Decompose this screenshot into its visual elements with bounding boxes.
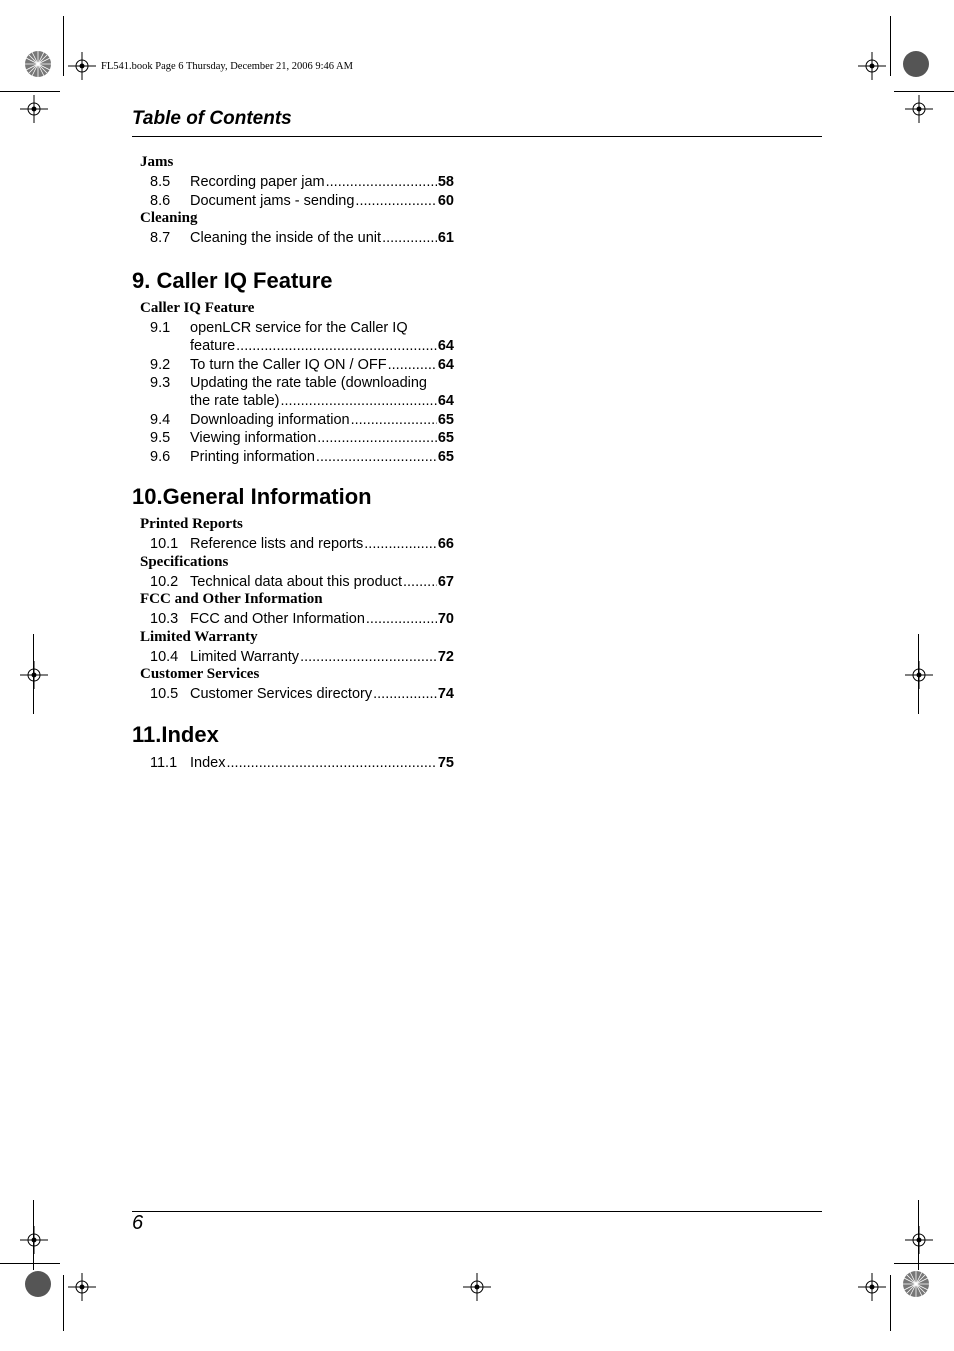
entry-number: 11.1 bbox=[150, 755, 178, 771]
entry-number: 10.1 bbox=[150, 536, 179, 552]
crop-mark bbox=[63, 16, 64, 76]
crosshair-target-icon bbox=[20, 661, 48, 689]
entry-title: Limited Warranty bbox=[190, 648, 300, 665]
dot-leader bbox=[316, 448, 437, 466]
entry-number: 10.4 bbox=[150, 648, 179, 665]
entry-leader-line bbox=[190, 229, 454, 247]
crosshair-target-icon bbox=[905, 1226, 933, 1254]
entry-page-number: 60 bbox=[437, 192, 454, 209]
entry-title: Customer Services directory bbox=[190, 686, 373, 702]
entry-text bbox=[190, 685, 454, 703]
toc-entry bbox=[150, 448, 454, 466]
toc-entry bbox=[150, 535, 454, 553]
entry-title: Cleaning the inside of the unit bbox=[190, 230, 382, 246]
crop-mark bbox=[33, 1200, 34, 1270]
toc-section-heading: 9. Caller IQ Feature bbox=[132, 268, 333, 293]
crosshair-target-icon bbox=[858, 1273, 886, 1301]
dot-leader bbox=[317, 429, 437, 447]
entry-text bbox=[190, 573, 454, 591]
dot-leader bbox=[226, 754, 436, 772]
print-slug: FL541.book Page 6 Thursday, December 21, 2006 9:46 AM bbox=[101, 61, 353, 72]
entry-text bbox=[190, 610, 454, 628]
entry-text bbox=[190, 192, 454, 210]
entry-leader-line bbox=[190, 192, 454, 210]
dot-leader bbox=[236, 337, 437, 355]
entry-title: Viewing information bbox=[190, 430, 317, 446]
entry-text bbox=[190, 535, 454, 553]
dot-leader bbox=[355, 192, 436, 210]
toc-group-heading: FCC and Other Information bbox=[140, 591, 323, 607]
dot-leader bbox=[382, 229, 437, 247]
toc-entry bbox=[150, 229, 454, 247]
toc-entry bbox=[150, 610, 454, 628]
entry-title: Recording paper jam bbox=[190, 174, 325, 190]
toc-entry bbox=[150, 573, 454, 591]
entry-title: Technical data about this product bbox=[190, 573, 402, 590]
entry-number: 9.4 bbox=[150, 411, 171, 428]
entry-text bbox=[190, 448, 454, 466]
entry-title: Downloading information bbox=[190, 411, 350, 428]
dot-leader bbox=[403, 573, 437, 591]
crop-mark bbox=[918, 634, 919, 714]
entry-title: Printing information bbox=[190, 448, 315, 465]
crosshair-target-icon bbox=[463, 1273, 491, 1301]
entry-page-number: 64 bbox=[437, 356, 454, 373]
entry-leader-line bbox=[190, 685, 454, 703]
entry-text bbox=[190, 374, 454, 410]
crop-mark bbox=[63, 1275, 64, 1331]
entry-title: feature bbox=[190, 338, 236, 354]
entry-text bbox=[190, 754, 454, 772]
entry-leader-line bbox=[190, 573, 454, 591]
entry-number: 8.6 bbox=[150, 192, 171, 209]
toc-section-heading: 10.General Information bbox=[132, 484, 372, 509]
entry-text bbox=[190, 173, 454, 191]
entry-page-number: 67 bbox=[437, 573, 454, 590]
page-number: 6 bbox=[132, 1212, 144, 1234]
crosshair-target-icon bbox=[905, 95, 933, 123]
toc-group-heading: Printed Reports bbox=[140, 516, 243, 532]
entry-page-number: 66 bbox=[437, 536, 454, 552]
crop-mark bbox=[890, 1275, 891, 1331]
entry-number: 10.2 bbox=[150, 573, 179, 590]
dot-leader bbox=[388, 356, 437, 374]
toc-entry bbox=[150, 685, 454, 703]
crop-mark bbox=[0, 1263, 60, 1264]
entry-text bbox=[190, 411, 454, 429]
entry-number: 9.5 bbox=[150, 430, 171, 446]
entry-page-number: 64 bbox=[437, 338, 454, 354]
entry-title: To turn the Caller IQ ON / OFF bbox=[190, 356, 387, 373]
entry-number: 8.5 bbox=[150, 174, 171, 190]
toc-entry bbox=[150, 374, 454, 410]
toc-group-heading: Jams bbox=[140, 154, 174, 170]
entry-text-line: Updating the rate table (downloading bbox=[190, 375, 427, 391]
entry-page-number: 72 bbox=[437, 648, 454, 665]
crop-mark bbox=[894, 91, 954, 92]
crosshair-target-icon bbox=[858, 52, 886, 80]
entry-leader-line bbox=[190, 392, 454, 410]
entry-number: 8.7 bbox=[150, 230, 171, 246]
entry-number: 9.1 bbox=[150, 320, 171, 336]
entry-page-number: 65 bbox=[437, 430, 454, 446]
entry-leader-line bbox=[190, 648, 454, 666]
registration-mark-icon bbox=[20, 1266, 56, 1302]
entry-text bbox=[190, 356, 454, 374]
crosshair-target-icon bbox=[20, 95, 48, 123]
entry-page-number: 58 bbox=[437, 174, 454, 190]
crosshair-target-icon bbox=[20, 1226, 48, 1254]
toc-entry bbox=[150, 429, 454, 447]
toc-entry bbox=[150, 192, 454, 210]
crop-mark bbox=[918, 1200, 919, 1270]
toc-group-heading: Specifications bbox=[140, 553, 229, 570]
toc-entry bbox=[150, 754, 454, 772]
entry-text-line: openLCR service for the Caller IQ bbox=[190, 320, 408, 336]
entry-number: 10.3 bbox=[150, 611, 179, 627]
entry-leader-line bbox=[190, 535, 454, 553]
dot-leader bbox=[300, 648, 437, 666]
toc-entry bbox=[150, 356, 454, 374]
entry-title: FCC and Other Information bbox=[190, 611, 365, 627]
toc-section-heading: 11.Index bbox=[132, 722, 219, 747]
toc-entry bbox=[150, 411, 454, 429]
entry-leader-line bbox=[190, 429, 454, 447]
entry-leader-line bbox=[190, 411, 454, 429]
toc-group-heading: Caller IQ Feature bbox=[140, 300, 255, 316]
entry-page-number: 74 bbox=[437, 686, 454, 702]
toc-group-heading: Cleaning bbox=[140, 210, 198, 226]
entry-number: 9.2 bbox=[150, 356, 171, 373]
entry-title: Reference lists and reports bbox=[190, 536, 364, 552]
crosshair-target-icon bbox=[68, 52, 96, 80]
entry-page-number: 65 bbox=[437, 448, 454, 465]
dot-leader bbox=[364, 535, 437, 553]
entry-number: 10.5 bbox=[150, 686, 179, 702]
crop-mark bbox=[894, 1263, 954, 1264]
entry-text bbox=[190, 429, 454, 447]
entry-title: Document jams - sending bbox=[190, 192, 355, 209]
entry-page-number: 70 bbox=[437, 611, 454, 627]
toc-group-heading: Customer Services bbox=[140, 666, 260, 682]
crosshair-target-icon bbox=[905, 661, 933, 689]
dot-leader bbox=[280, 392, 436, 410]
entry-text bbox=[190, 229, 454, 247]
toc-entry bbox=[150, 319, 454, 355]
entry-leader-line bbox=[190, 337, 454, 355]
entry-text bbox=[190, 319, 454, 355]
dot-leader bbox=[351, 411, 437, 429]
entry-number: 9.6 bbox=[150, 448, 171, 465]
entry-page-number: 61 bbox=[437, 230, 454, 246]
toc-entry bbox=[150, 173, 454, 191]
dot-leader bbox=[326, 173, 437, 191]
page-header-title: Table of Contents bbox=[132, 108, 292, 129]
registration-mark-icon bbox=[20, 46, 56, 82]
toc-entry bbox=[150, 648, 454, 666]
entry-text bbox=[190, 648, 454, 666]
crosshair-target-icon bbox=[68, 1273, 96, 1301]
entry-leader-line bbox=[190, 448, 454, 466]
dot-leader bbox=[373, 685, 437, 703]
entry-title: the rate table) bbox=[190, 393, 280, 409]
crop-mark bbox=[0, 91, 60, 92]
entry-leader-line bbox=[190, 173, 454, 191]
entry-number: 9.3 bbox=[150, 375, 171, 391]
entry-page-number: 65 bbox=[437, 411, 454, 428]
toc-group-heading: Limited Warranty bbox=[140, 628, 258, 645]
registration-mark-icon bbox=[898, 46, 934, 82]
footer-rule bbox=[132, 1211, 822, 1212]
entry-page-number: 64 bbox=[437, 393, 454, 409]
entry-leader-line bbox=[190, 754, 454, 772]
entry-leader-line bbox=[190, 356, 454, 374]
entry-page-number: 75 bbox=[437, 755, 454, 771]
crop-mark bbox=[890, 16, 891, 76]
registration-mark-icon bbox=[898, 1266, 934, 1302]
dot-leader bbox=[366, 610, 437, 628]
entry-title: Index bbox=[190, 755, 226, 771]
table-of-contents bbox=[132, 0, 462, 800]
crop-mark bbox=[33, 634, 34, 714]
entry-leader-line bbox=[190, 610, 454, 628]
